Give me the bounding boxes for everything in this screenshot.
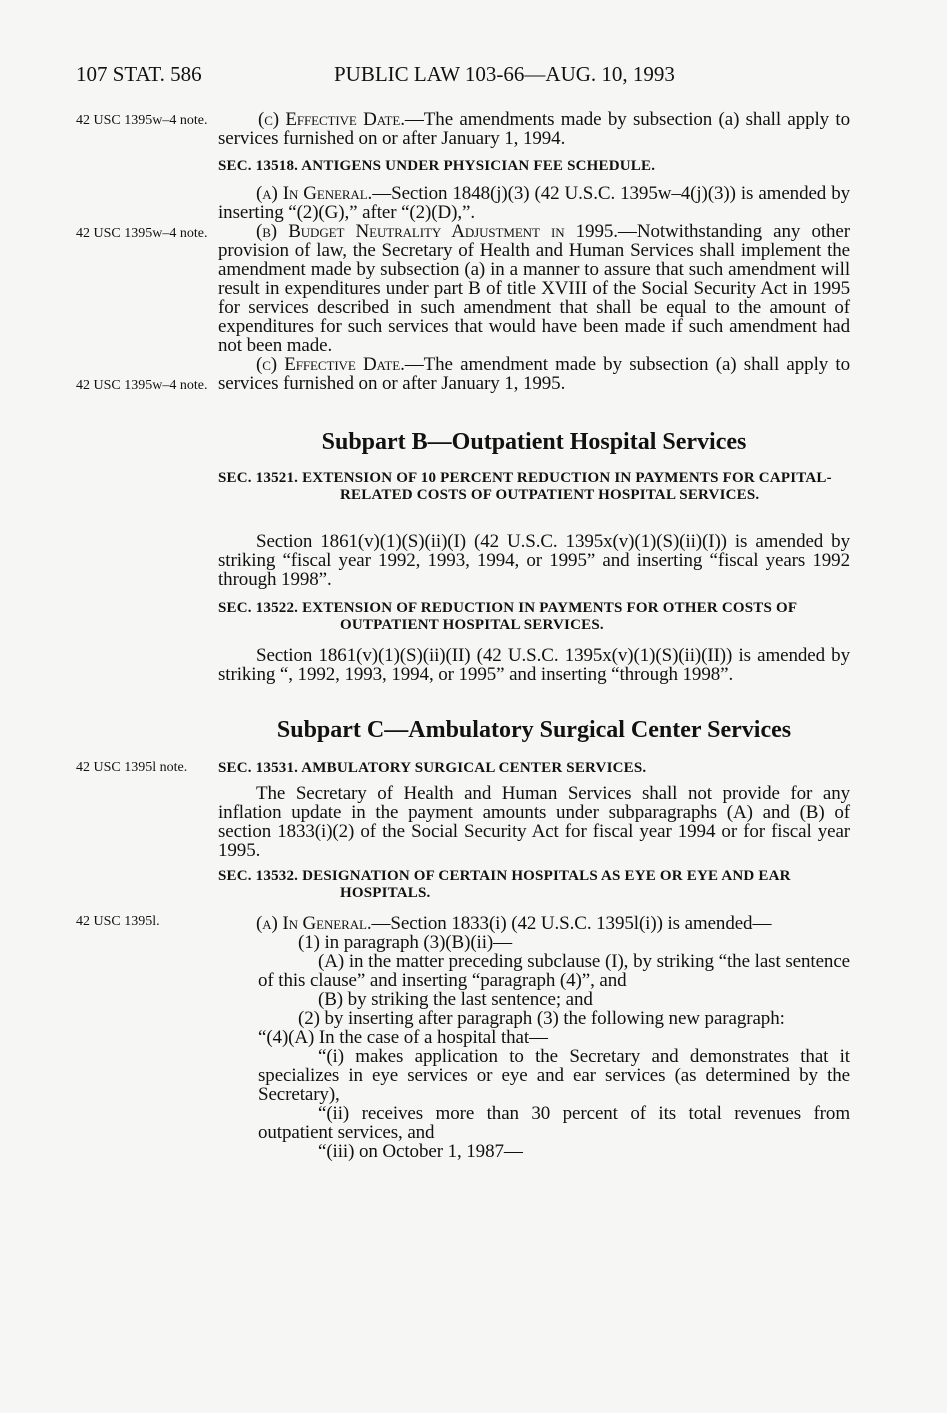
paragraph: (B) by striking the last sentence; and [318,989,593,1010]
subpart-b-title-wrap [218,428,850,456]
subsection-text: —The amendment made by subsection (a) shall apply to services furnished on or after January 1, 1995. [218,354,850,394]
paragraph: “(iii) on October 1, 1987— [318,1141,523,1162]
paragraph [218,355,850,393]
paragraph: Section 1861(v)(1)(S)(ii)(II) (42 U.S.C. 1395x(v)(1)(S)(ii)(II)) is amended by striking “, 1992, 1993, 1994, or 1995” and inserting “through 1998”. [218,645,850,685]
section-13518-body [218,184,850,393]
section-13522-heading [218,600,850,634]
paragraph [218,184,850,222]
subpart-title: Subpart B—Outpatient Hospital Services [321,429,747,455]
section-heading: SEC. 13522. EXTENSION OF REDUCTION IN PAYMENTS FOR OTHER COSTS OF OUTPATIENT HOSPITAL SERVICES. [218,600,797,633]
paragraph: “(4)(A) In the case of a hospital that— [258,1027,548,1048]
subsection-heading: (a) In General. [256,183,373,204]
paragraph [218,110,850,148]
running-title: PUBLIC LAW 103-66—AUG. 10, 1993 [334,62,675,86]
paragraph [218,914,850,933]
section-13532-heading [218,868,850,902]
section-13518-heading [218,158,850,175]
paragraph: (1) in paragraph (3)(B)(ii)— [298,932,513,953]
subpart-title: Subpart C—Ambulatory Surgical Center Services [276,717,792,743]
subsection-heading: (c) Effective Date. [256,354,405,375]
subsection-heading: (a) In General. [256,913,372,934]
section-13532-body [218,914,850,1161]
subsection-text: —Notwithstanding any other provision of law, the Secretary of Health and Human Services shall implement the amendment made by subsection (a) in a manner to assure that such amendment will result in expenditures under part B of title XVIII of the Social Security Act in 1995 for services described in such amendment that shall be equal to the amount of expenditures for such services that would have been made if such amendment had not been made. [218,221,850,356]
subsection-text: —Section 1833(i) (42 U.S.C. 1395l(i)) is amended— [371,913,772,934]
subsection-c-effective-date [218,110,850,148]
subsection-heading: (b) Budget Neutrality Adjustment in 1995. [256,221,618,242]
paragraph: The Secretary of Health and Human Services shall not provide for any inflation update in the payment amounts under subparagraphs (A) and (B) of section 1833(i)(2) of the Social Security Act for fiscal year 1994 or for fiscal year 1995. [218,783,850,861]
paragraph [218,222,850,355]
stat-page-number: 107 STAT. 586 [76,62,202,86]
section-13531-heading [218,760,850,777]
margin-note: 42 USC 1395l. [76,914,160,929]
paragraph: (A) in the matter preceding subclause (I), by striking “the last sentence of this clause” and inserting “paragraph (4)”, and [258,951,850,991]
section-heading: SEC. 13531. AMBULATORY SURGICAL CENTER SERVICES. [218,760,647,776]
paragraph: “(ii) receives more than 30 percent of its total revenues from outpatient services, and [258,1103,850,1143]
page-header [76,62,856,88]
margin-note: 42 USC 1395w–4 note. [76,378,208,393]
section-heading: SEC. 13521. EXTENSION OF 10 PERCENT REDUCTION IN PAYMENTS FOR CAPITAL-RELATED COSTS OF OUTPATIENT HOSPITAL SERVICES. [218,470,832,503]
paragraph: “(i) makes application to the Secretary and demonstrates that it specializes in eye services or eye and ear services (as determined by the Secretary), [258,1046,850,1105]
margin-note: 42 USC 1395w–4 note. [76,226,208,241]
paragraph: Section 1861(v)(1)(S)(ii)(I) (42 U.S.C. 1395x(v)(1)(S)(ii)(I)) is amended by striking “fiscal year 1992, 1993, 1994, or 1995” and inserting “fiscal years 1992 through 1998”. [218,531,850,590]
section-heading: SEC. 13532. DESIGNATION OF CERTAIN HOSPITALS AS EYE OR EYE AND EAR HOSPITALS. [218,868,791,901]
section-heading: SEC. 13518. ANTIGENS UNDER PHYSICIAN FEE SCHEDULE. [218,158,656,174]
section-13521-heading [218,470,850,504]
paragraph: (2) by inserting after paragraph (3) the following new paragraph: [298,1008,785,1029]
section-13521-body [218,532,850,589]
margin-note: 42 USC 1395l note. [76,760,188,775]
subsection-heading: (c) Effective Date. [258,109,405,130]
section-13522-body [218,646,850,684]
margin-note: 42 USC 1395w–4 note. [76,113,208,128]
subsection-text: —The amendments made by subsection (a) shall apply to services furnished on or after January 1, 1994. [218,109,850,149]
section-13531-body [218,784,850,860]
subsection-text: —Section 1848(j)(3) (42 U.S.C. 1395w–4(j)(3)) is amended by inserting “(2)(G),” after “(2)(D),”. [218,183,850,223]
subpart-c-title-wrap [218,716,850,744]
